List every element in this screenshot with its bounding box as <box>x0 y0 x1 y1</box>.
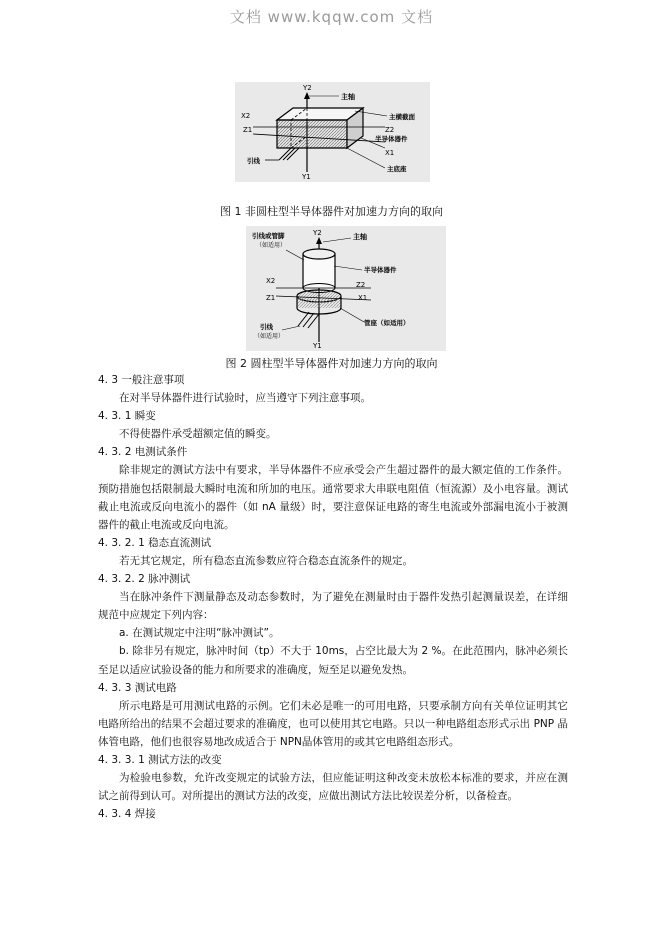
heading-4-3-2-2: 4. 3. 2. 2 脉冲测试 <box>98 573 191 586</box>
paragraph: 当在脉冲条件下测量静态及动态参数时，为了避免在测量时由于器件发热引起测量误差，在详细规范中应规定下列内容： <box>98 591 568 622</box>
heading-4-3-3-1: 4. 3. 3. 1 测试方法的改变 <box>98 753 222 766</box>
fig1-label-main-section: 主横截面 <box>389 113 415 121</box>
fig2-label-x1: X1 <box>358 294 368 302</box>
fig2-label-main-axis: 主轴 <box>353 233 367 241</box>
list-item-a: a. 在测试规定中注明“脉冲测试”。 <box>119 627 280 640</box>
fig1-label-z1: Z1 <box>243 126 253 134</box>
fig1-label-z2: Z2 <box>385 126 395 134</box>
fig2-label-lead-if: （如适用） <box>254 333 285 340</box>
fig2-label-z2: Z2 <box>356 281 366 289</box>
heading-4-3-2-1: 4. 3. 2. 1 稳态直流测试 <box>98 536 212 549</box>
fig2-label-base: 管座（如适用） <box>364 319 410 327</box>
list-item-b: b. 除非另有规定，脉冲时间（tp）不大于 10ms，占空比最大为 2 %。在此范围内，脉冲必须长至足以适应试验设备的能力和所要求的准确度，短至足以避免发热。 <box>98 645 568 676</box>
paragraph: 若无其它规定，所有稳态直流参数应符合稳态直流条件的规定。 <box>119 554 413 567</box>
heading-4-3: 4. 3 一般注意事项 <box>98 374 185 386</box>
fig2-label-semi: 半导体器件 <box>364 266 397 274</box>
fig1-label-x2: X2 <box>241 112 251 120</box>
fig1-label-main-axis: 主轴 <box>341 93 355 101</box>
document-body <box>98 371 568 823</box>
fig2-label-lead-pin: 引线或管脚 <box>252 232 285 240</box>
paragraph: 在对半导体器件进行试验时，应当遵守下列注意事项。 <box>119 392 371 405</box>
fig1-label-lead: 引线 <box>247 157 260 165</box>
figure-1-caption: 图 1 非圆柱型半导体器件对加速力方向的取向 <box>220 205 443 218</box>
fig1-label-x1: X1 <box>385 149 395 157</box>
heading-4-3-1: 4. 3. 1 瞬变 <box>98 410 156 423</box>
figure-2-diagram <box>246 226 446 351</box>
fig2-label-z1: Z1 <box>266 294 276 302</box>
fig1-label-semi: 半导体器件 <box>375 135 408 143</box>
fig2-label-x2: X2 <box>266 277 276 285</box>
fig2-label-if-used: （如适用） <box>256 242 287 249</box>
heading-4-3-4: 4. 3. 4 焊接 <box>98 808 156 821</box>
paragraph: 除非规定的测试方法中有要求，半导体器件不应承受会产生超过器件的最大额定值的工作条件。预防措施包括限制最大瞬时电流和所加的电压。通常要求大串联电阻值（恒流源）及小电容量。测试截止电流或反向电流小的器件（如 nA 量级）时，要注意保证电路的寄生电流或外部漏电流小于被测器件的截止电流或反向电流。 <box>98 464 568 531</box>
heading-4-3-3: 4. 3. 3 测试电路 <box>98 681 177 694</box>
fig1-label-base: 主底座 <box>387 165 407 173</box>
fig2-label-y1: Y1 <box>313 342 322 350</box>
paragraph: 为检验电参数，允许改变规定的试验方法，但应能证明这种改变未放松本标准的要求，并应在测试之前得到认可。对所提出的测试方法的改变，应做出测试方法比较误差分析，以备检查。 <box>98 772 568 803</box>
watermark: 文档 www.kqqw.com 文档 <box>229 8 434 26</box>
heading-4-3-2: 4. 3. 2 电测试条件 <box>98 446 188 459</box>
fig1-label-y1: Y1 <box>302 173 311 181</box>
paragraph: 不得使器件承受超额定值的瞬变。 <box>119 428 277 441</box>
fig2-label-y2: Y2 <box>313 229 322 237</box>
figure-2-caption: 图 2 圆柱型半导体器件对加速力方向的取向 <box>225 357 438 370</box>
fig2-label-lead: 引线 <box>260 323 273 331</box>
fig1-label-y2: Y2 <box>303 84 312 92</box>
figure-1-diagram <box>235 82 430 182</box>
paragraph: 所示电路是可用测试电路的示例。它们未必是唯一的可用电路，只要承制方向有关单位证明其它电路所给出的结果不会超过要求的准确度，也可以使用其它电路。只以一种电路组态形式示出 PNP 晶体管电路，他们也很容易地改成适合于 NPN晶体管用的或其它电路组态形式。 <box>98 699 568 748</box>
